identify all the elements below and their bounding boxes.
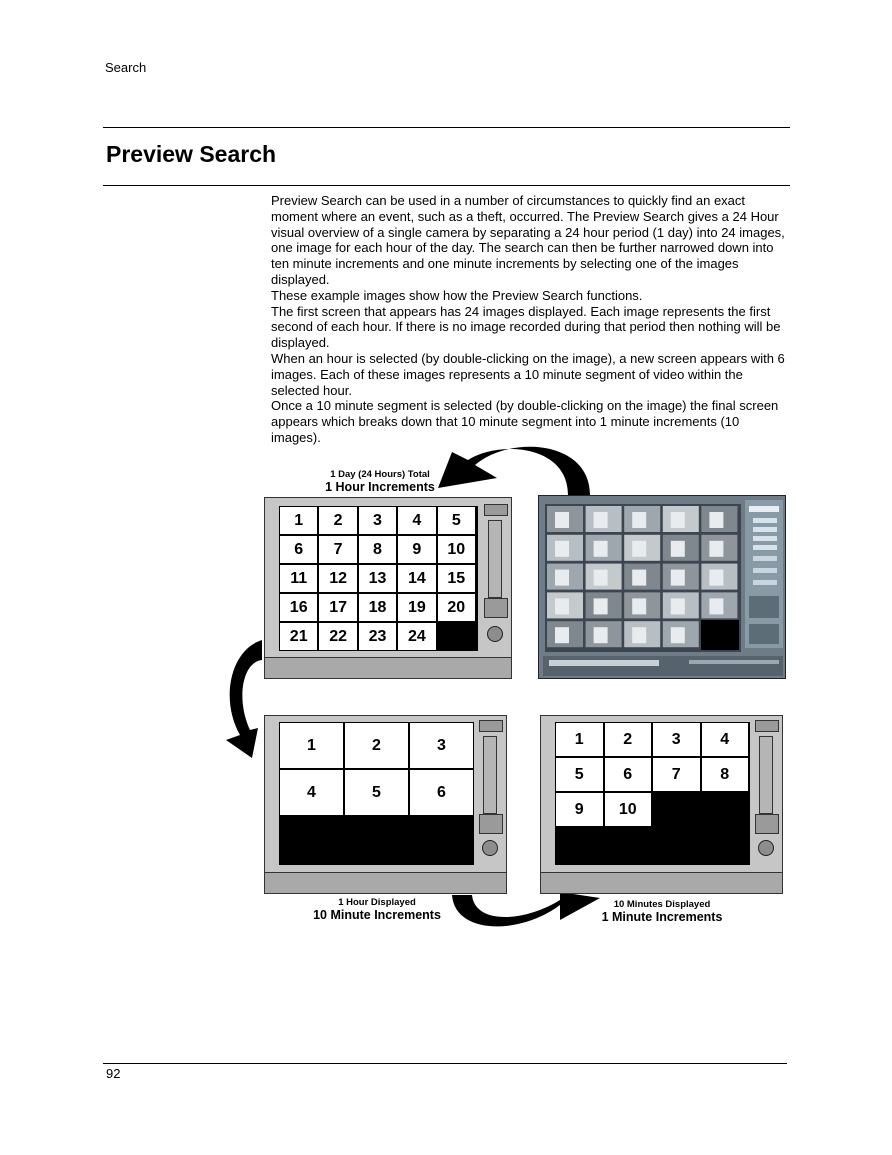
power-button-icon: [487, 626, 503, 642]
thumbnail-cell[interactable]: 13: [358, 564, 397, 593]
thumbnail-cell[interactable]: 9: [397, 535, 436, 564]
thumbnail-cell[interactable]: 23: [358, 622, 397, 651]
thumbnail-cell[interactable]: 2: [318, 506, 357, 535]
page-number: 92: [106, 1066, 121, 1081]
footer-rule: [103, 1063, 787, 1064]
thumbnail-cell[interactable]: 22: [318, 622, 357, 651]
thumbnail-cell[interactable]: 9: [555, 792, 604, 827]
hour-caption-small: 1 Hour Displayed: [338, 897, 416, 908]
minute-caption-big: 1 Minute Increments: [601, 910, 723, 924]
day-caption: [300, 469, 460, 494]
thumbnail-cell[interactable]: 1: [555, 722, 604, 757]
hour-monitor: [264, 715, 507, 894]
thumbnail-cell[interactable]: 4: [397, 506, 436, 535]
thumbnail-cell[interactable]: 4: [279, 769, 344, 816]
thumbnail-cell[interactable]: 24: [397, 622, 436, 651]
thumbnail-cell[interactable]: 19: [397, 593, 436, 622]
power-button-icon: [758, 840, 774, 856]
thumbnail-cell[interactable]: 8: [701, 757, 750, 792]
thumbnail-cell[interactable]: 2: [604, 722, 653, 757]
thumbnail-cell[interactable]: 14: [397, 564, 436, 593]
thumbnail-cell[interactable]: 20: [437, 593, 476, 622]
paragraph: When an hour is selected (by double-clicking on the image), a new screen appears with 6 images. Each of these images represents a 10 minute segment of video within the selected hour.: [271, 350, 785, 398]
minute-screen: [555, 722, 750, 865]
thumbnail-cell[interactable]: 7: [652, 757, 701, 792]
thumbnail-cell[interactable]: 8: [358, 535, 397, 564]
paragraph: Once a 10 minute segment is selected (by double-clicking on the image) the final screen appears which breaks down that 10 minute segment into 1 minute increments (10 images).: [271, 398, 779, 445]
thumbnail-cell[interactable]: 15: [437, 564, 476, 593]
hour-caption-big: 10 Minute Increments: [313, 908, 441, 922]
page-title: Preview Search: [106, 141, 277, 167]
day-screen: [279, 506, 478, 651]
day-caption-small: 1 Day (24 Hours) Total: [330, 469, 430, 480]
thumbnail-cell[interactable]: 10: [437, 535, 476, 564]
hour-screen: [279, 722, 474, 865]
thumbnail-cell[interactable]: 7: [318, 535, 357, 564]
thumbnail-cell[interactable]: 2: [344, 722, 409, 769]
paragraph: The first screen that appears has 24 images displayed. Each image represents the first second of each hour. If there is no image recorded during that period then nothing will be displayed.: [271, 303, 781, 351]
thumbnail-cell[interactable]: 6: [409, 769, 474, 816]
paragraph: These example images show how the Preview Search functions.: [271, 287, 643, 303]
thumbnail-cell[interactable]: 6: [279, 535, 318, 564]
thumbnail-cell[interactable]: 16: [279, 593, 318, 622]
thumbnail-cell[interactable]: 5: [344, 769, 409, 816]
thumbnail-cell[interactable]: 1: [279, 506, 318, 535]
thumbnail-cell[interactable]: 6: [604, 757, 653, 792]
thumbnail-cell[interactable]: 21: [279, 622, 318, 651]
thumbnail-cell[interactable]: 11: [279, 564, 318, 593]
thumbnail-cell[interactable]: 3: [358, 506, 397, 535]
power-button-icon: [482, 840, 498, 856]
paragraph: Preview Search can be used in a number of circumstances to quickly find an exact moment where an event, such as a theft, occurred. The Preview Search gives a 24 Hour visual overview of a single camera by separating a 24 hour period (1 day) into 24 images, one image for each hour of the day. The search can then be further narrowed down into ten minute increments and one minute increments by selecting one of the images displayed.: [271, 193, 785, 287]
day-caption-big: 1 Hour Increments: [325, 480, 435, 494]
day-monitor: [264, 497, 512, 679]
thumbnail-cell[interactable]: 18: [358, 593, 397, 622]
thumbnail-cell[interactable]: 3: [409, 722, 474, 769]
arrow-hour-to-minute: [452, 892, 600, 926]
thumbnail-cell[interactable]: 5: [437, 506, 476, 535]
thumbnail-cell[interactable]: 1: [279, 722, 344, 769]
thumbnail-cell[interactable]: 12: [318, 564, 357, 593]
thumbnail-cell[interactable]: 10: [604, 792, 653, 827]
thumbnail-cell[interactable]: 17: [318, 593, 357, 622]
thumbnail-cell[interactable]: 4: [701, 722, 750, 757]
thumbnail-cell[interactable]: 3: [652, 722, 701, 757]
dvr-screenshot-image: [538, 495, 786, 679]
section-header: Search: [105, 60, 147, 75]
minute-caption: [582, 899, 742, 924]
arrow-day-to-hour: [226, 640, 262, 758]
minute-caption-small: 10 Minutes Displayed: [613, 899, 711, 910]
arrow-day-from-photo: [438, 447, 590, 495]
minute-monitor: [540, 715, 783, 894]
dvr-screenshot-graphic: [539, 496, 786, 679]
hour-caption: [296, 897, 458, 922]
thumbnail-cell[interactable]: 5: [555, 757, 604, 792]
